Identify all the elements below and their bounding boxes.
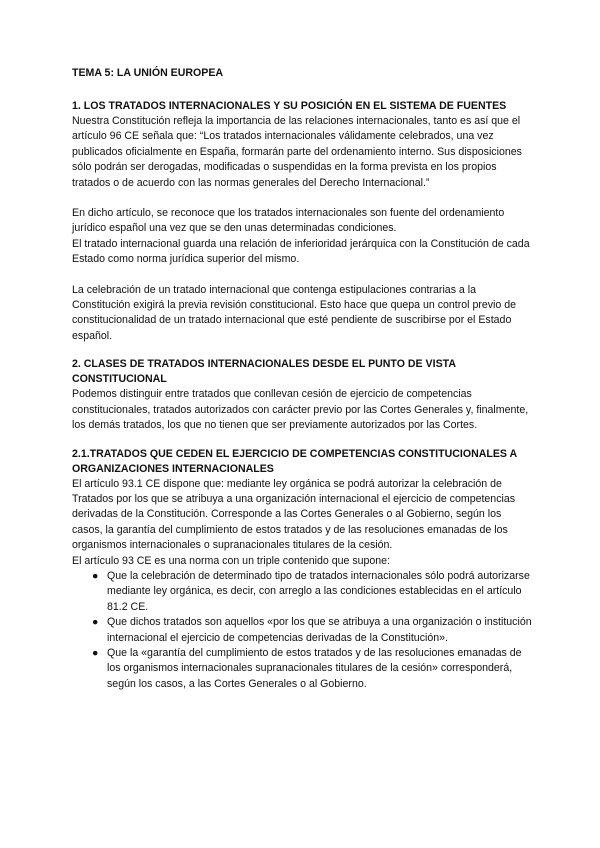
list-item	[72, 646, 534, 692]
section-2-paragraph-1: Podemos distinguir entre tratados que conllevan cesión de ejercicio de competencias constitucionales, tratados autorizados con carácter previo por las Cortes Generales y, finalmente, los demás tratados, los que no tienen que ser previamente autorizados por las Cortes.	[72, 388, 529, 432]
section-1-heading: 1. LOS TRATADOS INTERNACIONALES Y SU POSICIÓN EN EL SISTEMA DE FUENTES	[72, 100, 507, 112]
list-item-text: Que dichos tratados son aquellos «por los que se atribuya a una organización o institución internacional el ejercicio de competencias derivadas de la Constitución».	[107, 616, 532, 644]
document-page	[72, 66, 534, 692]
document-title: TEMA 5: LA UNIÓN EUROPEA	[72, 67, 224, 79]
list-item	[72, 569, 534, 615]
bullet-icon: ●	[92, 646, 99, 659]
section-1-paragraph-3: El tratado internacional guarda una relación de inferioridad jerárquica con la Constitución de cada Estado como norma jurídica superior del mismo.	[72, 237, 530, 266]
section-1-paragraph-2: En dicho artículo, se reconoce que los tratados internacionales son fuente del ordenamiento jurídico español una vez que se den unas determinadas condiciones.	[72, 207, 505, 235]
section-1-paragraph-4: La celebración de un tratado internacional que contenga estipulaciones contrarias a la Constitución exigirá la previa revisión constitucional. Esto hace que quepa un control previo de constitucionalidad de un tratado internacional que esté pendiente de suscribirse por el Estado español.	[72, 283, 517, 342]
list-item	[72, 615, 534, 646]
section-2-1-heading: 2.1.TRATADOS QUE CEDEN EL EJERCICIO DE COMPETENCIAS CONSTITUCIONALES A ORGANIZACIONES INTERNACIONALES	[72, 447, 517, 475]
section-2-1-paragraph-2: El artículo 93 CE es una norma con un triple contenido que supone:	[72, 554, 391, 567]
bullet-icon: ●	[92, 616, 99, 629]
bullet-icon: ●	[92, 569, 99, 582]
section-2-heading: 2. CLASES DE TRATADOS INTERNACIONALES DESDE EL PUNTO DE VISTA CONSTITUCIONAL	[72, 358, 456, 386]
list-item-text: Que la «garantía del cumplimiento de estos tratados y de las resoluciones emanadas de los organismos internacionales supranacionales titulares de la cesión» corresponderá, según los casos, a las Cortes Generales o al Gobierno.	[107, 646, 522, 690]
bullet-list	[72, 569, 534, 692]
section-1-paragraph-1: Nuestra Constitución refleja la importancia de las relaciones internacionales, tanto es así que el artículo 96 CE señala que: “Los tratados internacionales válidamente celebrados, una vez publicados oficialmente en España, formarán parte del ordenamiento interno. Sus disposiciones sólo podrán ser derogadas, modificadas o suspendidas en la forma prevista en los propios tratados o de acuerdo con las normas generales del Derecho Internacional.”	[72, 115, 522, 189]
list-item-text: Que la celebración de determinado tipo de tratados internacionales sólo podrá autorizarse mediante ley orgánica, es decir, con arreglo a las condiciones establecidas en el artículo 81.2 CE.	[107, 569, 530, 613]
section-2-1-paragraph-1: El artículo 93.1 CE dispone que: mediante ley orgánica se podrá autorizar la celebración de Tratados por los que se atribuya a una organización internacional el ejercicio de competencias derivadas de la Constitución. Corresponde a las Cortes Generales o al Gobierno, según los casos, la garantía del cumplimiento de estos tratados y de las resoluciones emanadas de los organismos internacionales o supranacionales titulares de la cesión.	[72, 477, 516, 552]
